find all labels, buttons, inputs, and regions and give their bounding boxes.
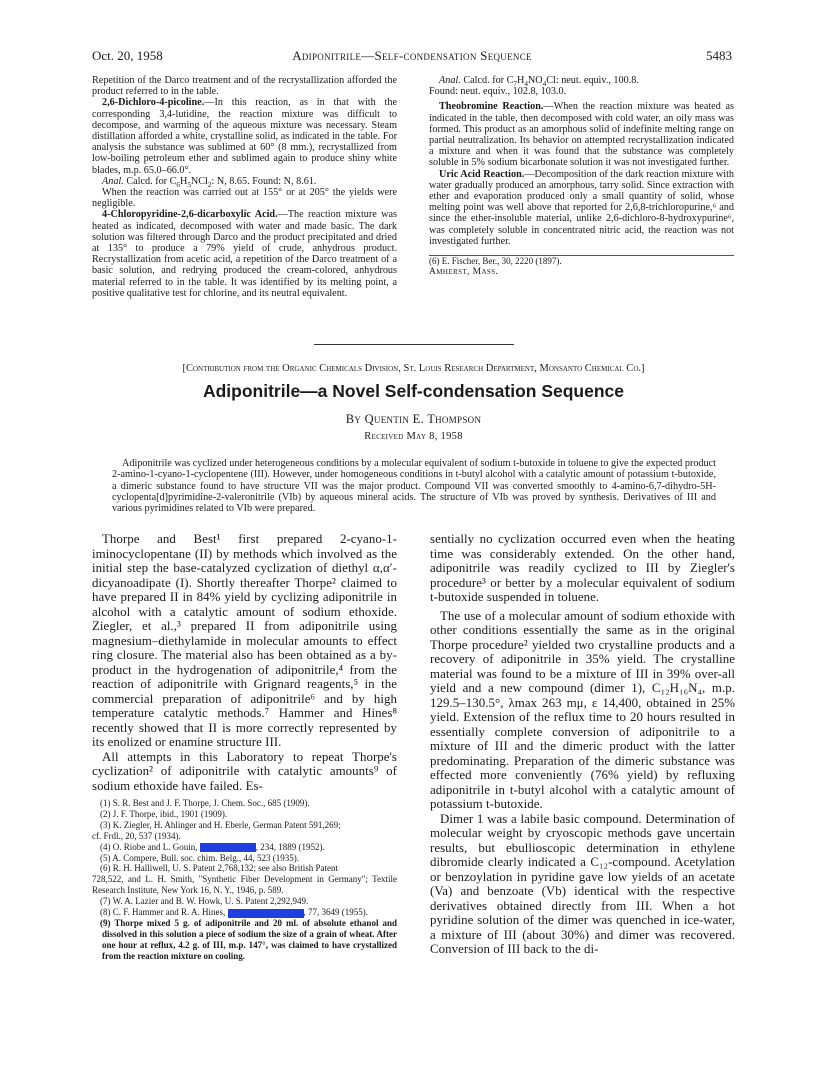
- section-heading: 4-Chloropyridine-2,6-dicarboxylic Acid.: [102, 209, 278, 221]
- abstract-text: Adiponitrile was cyclized under heterogeneous conditions by a molecular equivalent of sodium t-butoxide in toluene to give the expected product 2-amino-1-cyano-1-cyclopentene (III). However, under homogeneous conditions in t-butyl alcohol with a catalytic amount of potassium t-butoxide, a dimeric substance found to have structure VII was the major product. Compound VII was converted smoothly to 4-amino-6,7-dihydro-5H-cyclopenta[d]pyrimidine-2-valeronitrile (VIb) by aqueous mineral acids. The structure of VIb was proved by synthesis. Derivatives of III and various pyrimidines related to VIb were prepared.: [112, 458, 716, 515]
- section-heading: 2,6-Dichloro-4-picoline.: [102, 97, 205, 109]
- footnote-6: (6) E. Fischer, Ber., 30, 2220 (1897).: [429, 256, 562, 267]
- header-date: Oct. 20, 1958: [92, 48, 163, 63]
- running-head: [92, 48, 732, 64]
- paragraph-body: —When the reaction mixture was heated as indicated in the table, then decomposed with cold water, an oily mass was formed. This product as an amorphous solid of indefinite melting range on partial neutralization. Its behavior on attempted recrystallization indicated a mixture and when it was found that the substance was completely soluble in 5% sodium bicarbonate solution it was not investigated further.: [429, 101, 734, 169]
- formula-text: NO: [527, 75, 543, 86]
- formula-text: NCl: [190, 175, 208, 187]
- anal-label: Anal.: [439, 75, 461, 86]
- reference-1: (1) S. R. Best and J. F. Thorpe, J. Chem. Soc., 685 (1909).: [100, 798, 310, 808]
- paragraph: All attempts in this Laboratory to repeat Thorpe's cyclization² of adiponitrile with catalytic amounts⁹ of sodium ethoxide have failed. Es-: [92, 749, 397, 793]
- formula-sub: 6: [176, 180, 180, 189]
- found-line: Found: neut. equiv., 102.8, 103.0.: [429, 86, 567, 98]
- reference-4: [92, 842, 397, 853]
- redaction-mark: [200, 843, 256, 852]
- anal-label: Anal.: [102, 175, 124, 187]
- paragraph: Repetition of the Darco treatment and of the recrystallization afforded the product referred to in the table.: [92, 75, 397, 98]
- formula-text: : N, 8.65. Found: N, 8.61.: [211, 175, 317, 187]
- paragraph: [92, 97, 397, 175]
- body-text: [92, 532, 397, 793]
- formula-sub: 7: [513, 80, 517, 89]
- prev-article-left-column: [92, 75, 397, 299]
- paragraph: [92, 209, 397, 299]
- formula-text: Calcd. for C: [126, 175, 177, 187]
- reference-9: (9) Thorpe mixed 5 g. of adiponitrile and 20 ml. of absolute ethanol and dissolved in this solution a piece of sodium the size of a grain of wheat. After one hour at reflux, 4.2 g. of III, m.p. 147°, was claimed to have crystallized from the reaction mixture on cooling.: [100, 917, 397, 961]
- reference-text: (4) O. Riobe and L. Gouin,: [100, 841, 198, 852]
- article-divider: [314, 344, 514, 345]
- analysis-line: [429, 75, 734, 89]
- paragraph: When the reaction was carried out at 155° or at 205° the yields were negligible.: [92, 187, 397, 210]
- affiliation: Amherst, Mass.: [429, 267, 499, 278]
- reference-3: (3) K. Ziegler, H. Ahlinger and H. Eberle, German Patent 591,269;: [100, 819, 341, 830]
- formula-sub: 4: [542, 80, 547, 89]
- prev-article-right-column: [429, 75, 734, 278]
- reference-7: (7) W. A. Lazier and B. W. Howk, U. S. Patent 2,292,949.: [100, 896, 309, 907]
- body-left-column: [92, 532, 397, 962]
- paragraph-body: —In this reaction, as in that with the corresponding 3,4-lutidine, the reaction mixture was difficult to decompose, and warming of the aqueous mixture was necessary. Steam distillation afforded a white, crystalline solid, as indicated in the table. For analysis the substance was sublimed at 60° (8 mm.), recrystallized from low-boiling petroleum ether and sublimed again to produce shiny white blades, m.p. 65.0–66.0°.: [92, 97, 397, 176]
- abstract: [112, 458, 716, 514]
- formula-sub: 2: [207, 180, 212, 189]
- header-page-number: 5483: [706, 48, 732, 63]
- formula-text: Calcd. for C: [463, 75, 514, 86]
- paragraph: sentially no cyclization occurred even when the heating time was considerably extended. On the other hand, adiponitrile was readily cyclized to III by Ziegler's procedure³ or better by a molecular equivalent of sodium t-butoxide suspended in toluene.: [430, 532, 735, 604]
- redaction-mark: [228, 909, 304, 918]
- paragraph-body: —Decomposition of the dark reaction mixture with water gradually produced an amorphous, tarry solid. Since extraction with ether and evaporation produced only a small quantity of solid, whose melting point was well above that reported for 2,6,8-trichloropurine,⁶ and since the ether-insoluble material, unlike 2,6-dichloro-8-hydroxypurine⁶, was completely soluble in concentrated nitric acid, the reaction was not investigated further.: [429, 168, 734, 247]
- references: [92, 798, 397, 962]
- header-running-title: Adiponitrile—Self-condensation Sequence: [292, 48, 532, 63]
- reference-8: [92, 907, 397, 918]
- paragraph: [429, 101, 734, 168]
- formula-sub: 4: [524, 80, 528, 89]
- reference-text: (8) C. F. Hammer and R. A. Hines,: [100, 907, 226, 918]
- formula-sub: 5: [187, 180, 191, 189]
- byline: By Quentin E. Thompson: [345, 412, 482, 426]
- formula-text: Cl: neut. equiv., 100.8.: [546, 75, 639, 86]
- section-heading: Uric Acid Reaction.: [439, 168, 525, 180]
- reference-6: (6) R. H. Halliwell, U. S. Patent 2,768,132; see also British Patent: [100, 863, 338, 874]
- formula-text: H: [516, 75, 525, 86]
- reference-text: , 77, 3649 (1955).: [303, 907, 369, 918]
- paragraph: [429, 169, 734, 247]
- reference-5: (5) A. Compere, Bull. soc. chim. Belg., 44, 523 (1935).: [100, 852, 299, 863]
- paragraph-body: —The reaction mixture was heated as indicated, decomposed with water and made basic. The dark solution was filtered through Darco and the product precipitated and dried at 135° to produce a 79% yield of crude, anhydrous product. Recrystallization from acetic acid, a repetition of the Darco treatment of a basic solution, and redrying produced the cream-colored, anhydrous material referred to in the table. It was identified by its melting point, a positive qualitative test for chlorine, and its neutral equivalent.: [92, 209, 397, 299]
- body-right-column: [430, 532, 735, 957]
- analysis-line: [92, 176, 397, 187]
- reference-3-cont: cf. Frdl., 20, 537 (1934).: [92, 830, 181, 841]
- paragraph: Dimer 1 was a labile basic compound. Determination of molecular weight by cryoscopic methods gave uncertain results, but ebullioscopic determination in ethylene dibromide clearly indicated a C₁₂-compound. Acetylation or benzoylation in pyridine gave low yields of an acetate (Va) and benzoate (Vb) identical with the respective derivatives obtained directly from III. When a hot pyridine solution of the dimer was quenched in ice-water, a mixture of III (about 30%) and dimer was recovered. Conversion of III back to the di-: [430, 811, 735, 956]
- contribution-line: [Contribution from the Organic Chemicals Division, St. Louis Research Department, Monsanto Chemical Co.]: [182, 363, 645, 374]
- reference-2: (2) J. F. Thorpe, ibid., 1901 (1909).: [100, 808, 228, 819]
- received-date: Received May 8, 1958: [364, 431, 463, 442]
- reference-text: , 234, 1889 (1952).: [255, 841, 325, 852]
- section-heading: Theobromine Reaction.: [439, 101, 544, 113]
- reference-6-cont: 728,522, and L. H. Smith, "Synthetic Fiber Development in Germany"; Textile Research Institute, New York 16, N. Y., 1946, p. 589.: [92, 874, 397, 896]
- paragraph: The use of a molecular amount of sodium ethoxide with other conditions essentially the same as in the original Thorpe procedure² yielded two crystalline products and a recovery of adiponitrile in 35% yield. The crystalline material was found to be a mixture of III in 39% over-all yield and a new compound (dimer 1), C₁₂H₁₆N₄, m.p. 129.5–130.5°, λmax 263 mμ, ε 14,400, obtained in 25% yield. Extension of the reflux time to 20 hours resulted in essentially complete conversion of adiponitrile to a mixture of III and the dimeric product with the latter predominating. Preparation of the dimeric substance was effected more conveniently (76% yield) by refluxing adiponitrile in t-butyl alcohol with a catalytic amount of potassium t-butoxide.: [430, 608, 735, 811]
- formula-text: H: [179, 175, 188, 187]
- article-title: Adiponitrile—a Novel Self-condensation Sequence: [202, 381, 625, 401]
- paragraph: Thorpe and Best¹ first prepared 2-cyano-1-iminocyclopentane (II) by methods which involved as the initial step the base-catalyzed cyclization of diethyl α,α′-dicyanoadipate (I). Shortly thereafter Thorpe² claimed to have prepared II in 84% yield by cyclizing adiponitrile in alcohol with a catalytic amount of sodium ethoxide. Ziegler, et al.,³ prepared II from adiponitrile using magnesium–diethylamide in molecular amounts to effect ring closure. The material also has been obtained as a by-product in the hydrogenation of adiponitrile,⁴ from the reaction of adiponitrile with Grignard reagents,⁵ in the commercial preparation of adiponitrile⁶ and by high temperature catalytic methods.⁷ Hammer and Hines⁸ recently showed that II is more correctly represented by its enolized or enamine structure III.: [92, 532, 397, 749]
